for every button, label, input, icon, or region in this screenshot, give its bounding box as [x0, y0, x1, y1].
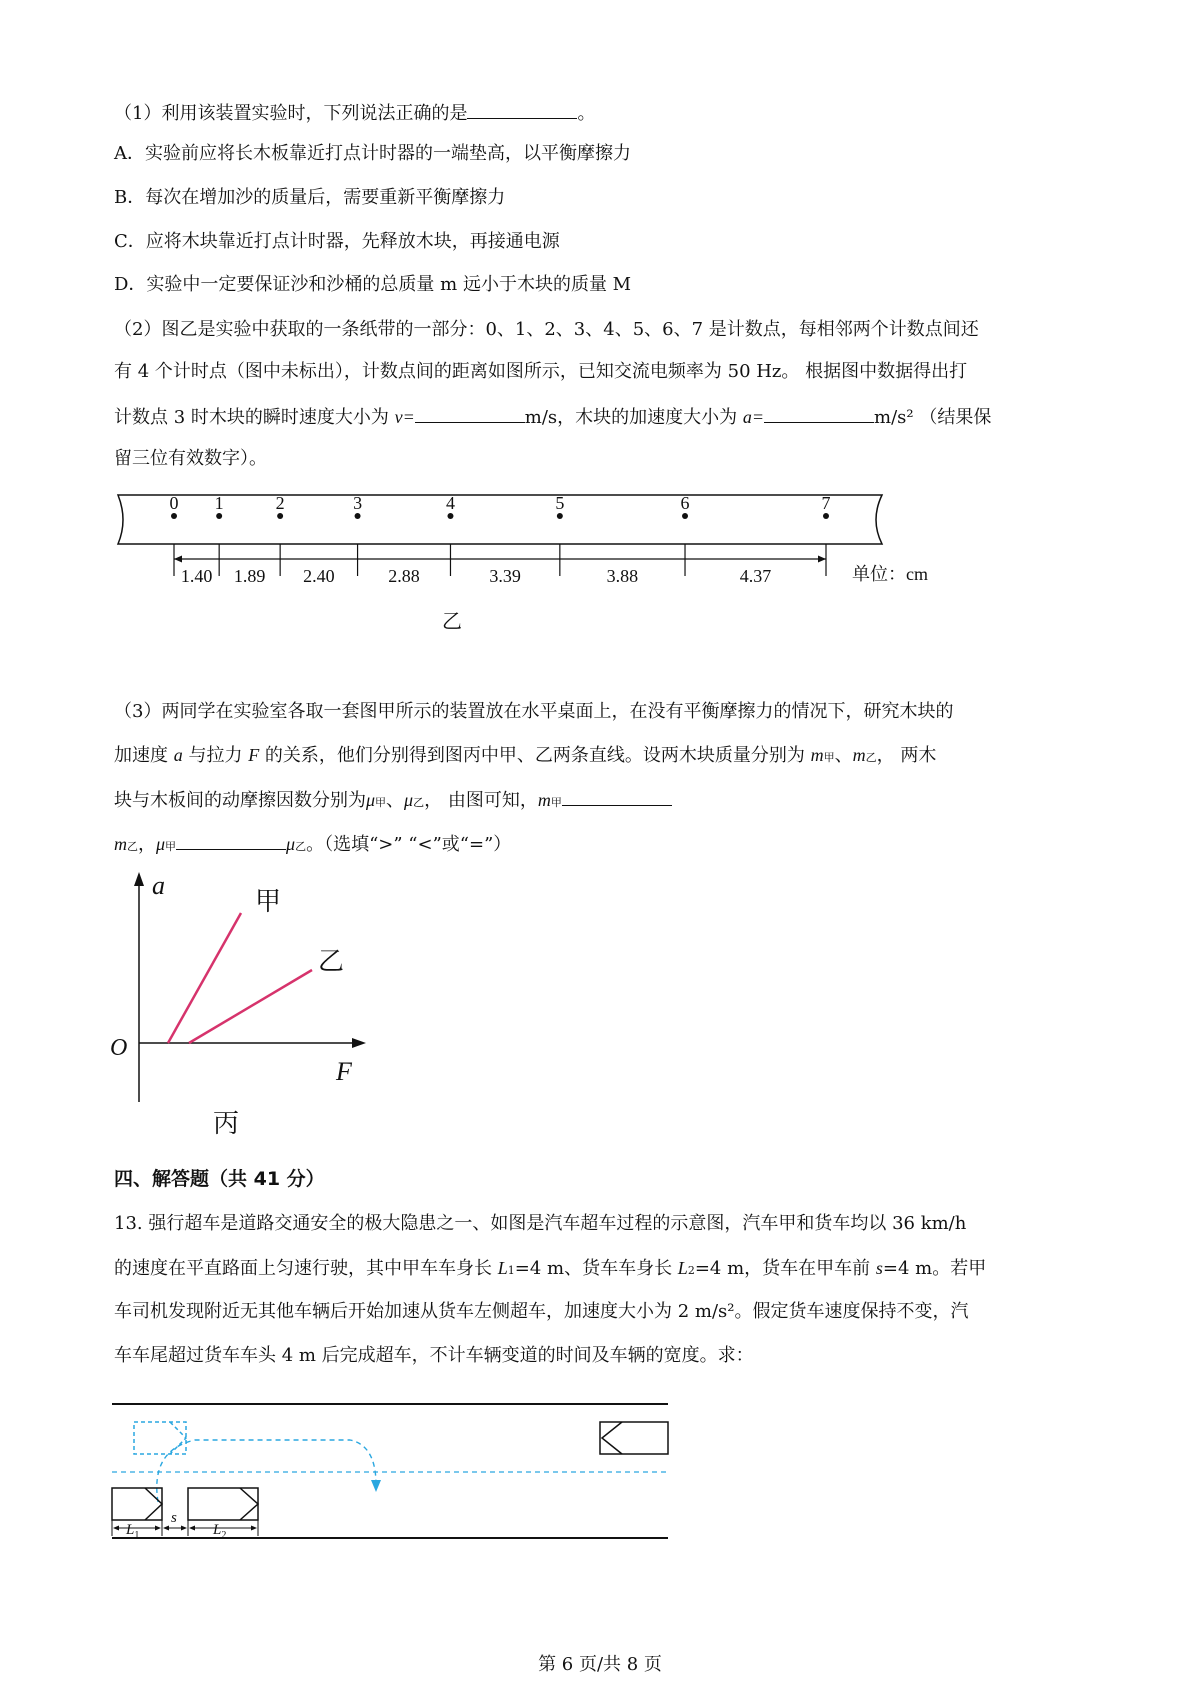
q12-part2-line1: （2）图乙是实验中获取的一条纸带的一部分：0、1、2、3、4、5、6、7 是计数点，每相邻两个计数点间还	[114, 319, 979, 340]
q13-line2: 的速度在平直路面上匀速行驶，其中甲车车身长 L1=4 m、货车车身长 L2=4 m，货车在甲车前 s=4 m。若甲	[114, 1258, 987, 1279]
page-footer: 第 6 页/共 8 页	[538, 1654, 662, 1675]
tape-point-label-6: 6	[680, 493, 690, 513]
option-d: D．实验中一定要保证沙和沙桶的总质量 m 远小于木块的质量 M	[114, 274, 632, 295]
tape-point-label-1: 1	[214, 493, 224, 513]
tape-caption: 乙	[442, 611, 462, 633]
acceleration-blank	[764, 404, 874, 423]
q12-part3-line3: 块与木板间的动摩擦因数分别为μ甲、μ乙， 由图可知，m甲	[114, 787, 672, 815]
friction-compare-blank	[176, 831, 286, 850]
truck	[188, 1488, 258, 1520]
q12-part2-line3: 计数点 3 时木块的瞬时速度大小为 v= m/s，木块的加速度大小为 a= m/s² （结果保	[114, 404, 991, 430]
q12-part3-line1: （3）两同学在实验室各取一套图甲所示的装置放在水平桌面上，在没有平衡摩擦力的情况下，研究木块的	[114, 701, 954, 722]
tape-point-label-2: 2	[275, 493, 285, 513]
label-s: s	[171, 1510, 177, 1526]
answer-blank	[467, 100, 577, 119]
tape-point-label-0: 0	[169, 493, 179, 513]
q13-line1: 13. 强行超车是道路交通安全的极大隐患之一、如图是汽车超车过程的示意图，汽车甲和货车均以 36 km/h	[114, 1213, 967, 1234]
tape-distance-label: 2.88	[388, 566, 420, 586]
q12-part1-stem: （1）利用该装置实验时，下列说法正确的是 。	[114, 100, 595, 126]
tape-point-label-4: 4	[445, 493, 455, 513]
line-jia-label: 甲	[255, 887, 282, 916]
tape-point-label-5: 5	[555, 493, 565, 513]
overtake-path	[157, 1440, 376, 1502]
option-a: A．实验前应将长木板靠近打点计时器的一端垫高，以平衡摩擦力	[114, 143, 631, 164]
label-L1: $L_1$	[126, 1522, 140, 1541]
q12-part3-line2: 加速度 a 与拉力 F 的关系，他们分别得到图丙中甲、乙两条直线。设两木块质量分别为 m甲、m乙， 两木	[114, 745, 937, 766]
overtaking-diagram	[0, 1390, 700, 1560]
option-c: C．应将木块靠近打点计时器，先释放木块，再接通电源	[114, 231, 560, 252]
tape-unit: 单位：cm	[852, 564, 928, 584]
q12-part2-line4: 留三位有效数字）。	[114, 448, 267, 469]
tape-distance-label: 3.39	[489, 566, 521, 586]
tape-point-1	[216, 513, 222, 519]
tape-point-4	[447, 513, 453, 519]
car-jia-ghost	[134, 1422, 186, 1454]
line-yi	[189, 970, 312, 1043]
q13-line4: 车车尾超过货车车头 4 m 后完成超车，不计车辆变道的时间及车辆的宽度。求：	[114, 1345, 754, 1366]
tape-point-label-7: 7	[821, 493, 831, 513]
tape-distance-label: 3.88	[606, 566, 639, 586]
tape-point-0	[171, 513, 177, 519]
option-b: B．每次在增加沙的质量后，需要重新平衡摩擦力	[114, 187, 506, 208]
x-axis-label: F	[336, 1057, 352, 1086]
oncoming-vehicle	[600, 1422, 668, 1454]
graph-caption: 丙	[212, 1109, 240, 1138]
origin-label: O	[110, 1035, 128, 1061]
line-yi-label: 乙	[318, 947, 345, 976]
tape-point-6	[682, 513, 688, 519]
tape-point-2	[277, 513, 283, 519]
paper-tape-diagram	[0, 480, 1200, 660]
car-jia	[112, 1488, 162, 1520]
tape-point-5	[557, 513, 563, 519]
section-heading: 四、解答题（共 41 分）	[114, 1168, 325, 1190]
q12-part2-line2: 有 4 个计时点（图中未标出），计数点间的距离如图所示，已知交流电频率为 50 Hz。 根据图中数据得出打	[114, 361, 968, 382]
y-axis-label: a	[152, 871, 165, 900]
q12-part3-line4: m乙，μ甲 μ乙。（选填“>” “<”或“=”）	[114, 831, 511, 859]
mass-compare-blank	[562, 787, 672, 806]
tape-distance-label: 2.40	[303, 566, 335, 586]
q13-line3: 车司机发现附近无其他车辆后开始加速从货车左侧超车，加速度大小为 2 m/s²。假定货车速度保持不变，汽	[114, 1301, 969, 1322]
tape-distance-label: 4.37	[739, 566, 772, 586]
tape-point-label-3: 3	[353, 493, 363, 513]
tape-distance-label: 1.89	[233, 566, 266, 586]
tape-point-7	[823, 513, 829, 519]
a-f-graph	[0, 870, 400, 1150]
velocity-blank	[415, 404, 525, 423]
label-L2: $L_2$	[213, 1522, 227, 1541]
line-jia	[168, 913, 241, 1043]
tape-distance-label: 1.40	[180, 566, 213, 586]
tape-point-3	[355, 513, 361, 519]
